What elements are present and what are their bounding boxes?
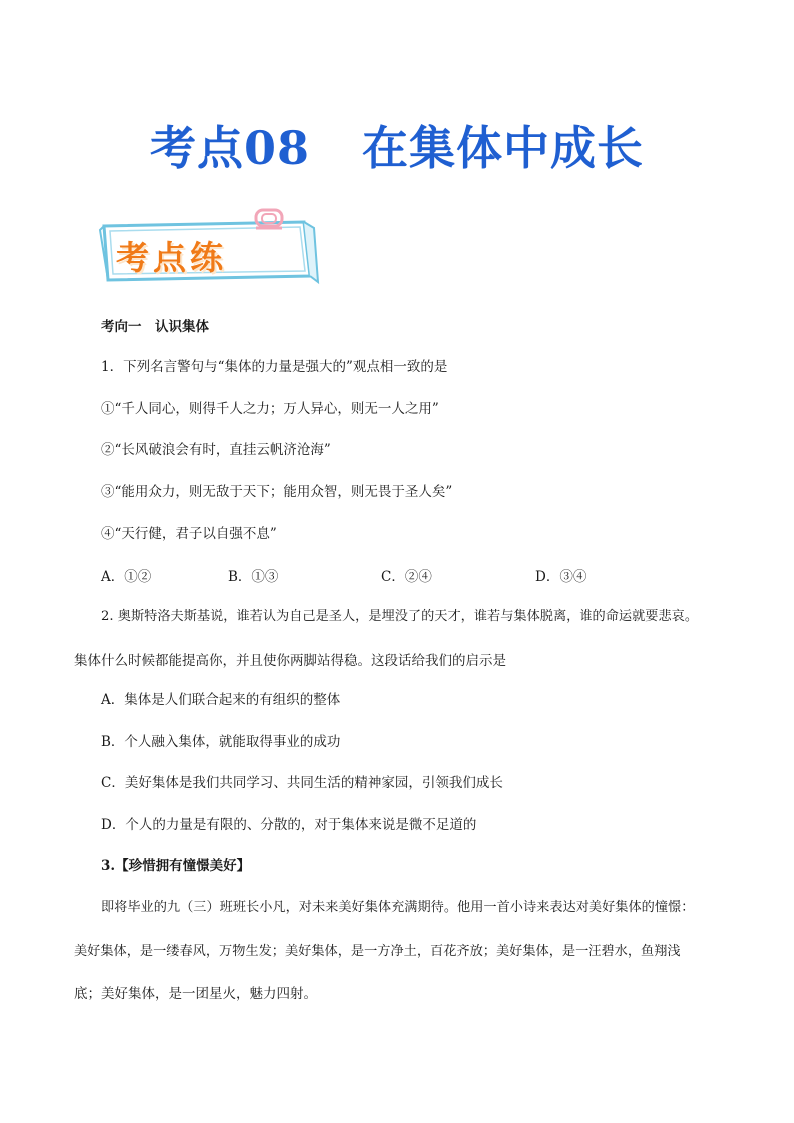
title-prefix: 考点 <box>149 121 244 175</box>
q3-paragraph-line-3: 底；美好集体，是一团星火，魅力四射。 <box>74 986 317 1002</box>
q2-option-c: C．美好集体是我们共同学习、共同生活的精神家园，引领我们成长 <box>101 775 503 791</box>
q1-option-a: A．①② <box>101 569 152 585</box>
q3-paragraph-line-1: 即将毕业的九（三）班班长小凡，对未来美好集体充满期待。他用一首小诗来表达对美好集体的憧憬： <box>101 900 695 915</box>
q2-option-d: D．个人的力量是有限的、分散的，对于集体来说是微不足道的 <box>101 817 477 833</box>
q1-option-d: D．③④ <box>535 569 587 585</box>
page-title <box>0 112 794 178</box>
title-topic: 在集体中成长 <box>362 121 644 175</box>
q1-stem: 1．下列名言警句与“集体的力量是强大的”观点相一致的是 <box>101 359 448 375</box>
q1-option-c: C．②④ <box>381 569 432 585</box>
q1-statement-3: ③“能用众力，则无敌于天下；能用众智，则无畏于圣人矣” <box>101 484 453 500</box>
q1-statement-4: ④“天行健，君子以自强不息” <box>101 526 277 542</box>
q1-statement-2: ②“长风破浪会有时，直挂云帆济沧海” <box>101 442 331 458</box>
paper-clip-icon <box>256 210 282 228</box>
q3-paragraph-line-2: 美好集体，是一缕春风，万物生发；美好集体，是一方净土，百花齐放；美好集体，是一汪碧水，鱼翔浅 <box>74 944 681 959</box>
q2-option-b: B．个人融入集体，就能取得事业的成功 <box>101 734 341 750</box>
practice-badge <box>98 208 320 288</box>
q2-stem-line-1: 2. 奥斯特洛夫斯基说，谁若认为自己是圣人，是埋没了的天才，谁若与集体脱离，谁的命运就要悲哀。 <box>101 609 699 624</box>
q3-heading: 3.【珍惜拥有憧憬美好】 <box>101 858 251 874</box>
q2-stem-line-2: 集体什么时候都能提高你，并且使你两脚站得稳。这段话给我们的启示是 <box>74 653 506 669</box>
q1-statement-1: ①“千人同心，则得千人之力；万人异心，则无一人之用” <box>101 401 439 417</box>
title-number: 08 <box>243 121 310 175</box>
q1-option-b: B．①③ <box>228 569 279 585</box>
q2-option-a: A．集体是人们联合起来的有组织的整体 <box>101 692 341 708</box>
badge-label: 考点练 <box>116 238 227 277</box>
section-heading: 考向一 认识集体 <box>101 319 209 335</box>
